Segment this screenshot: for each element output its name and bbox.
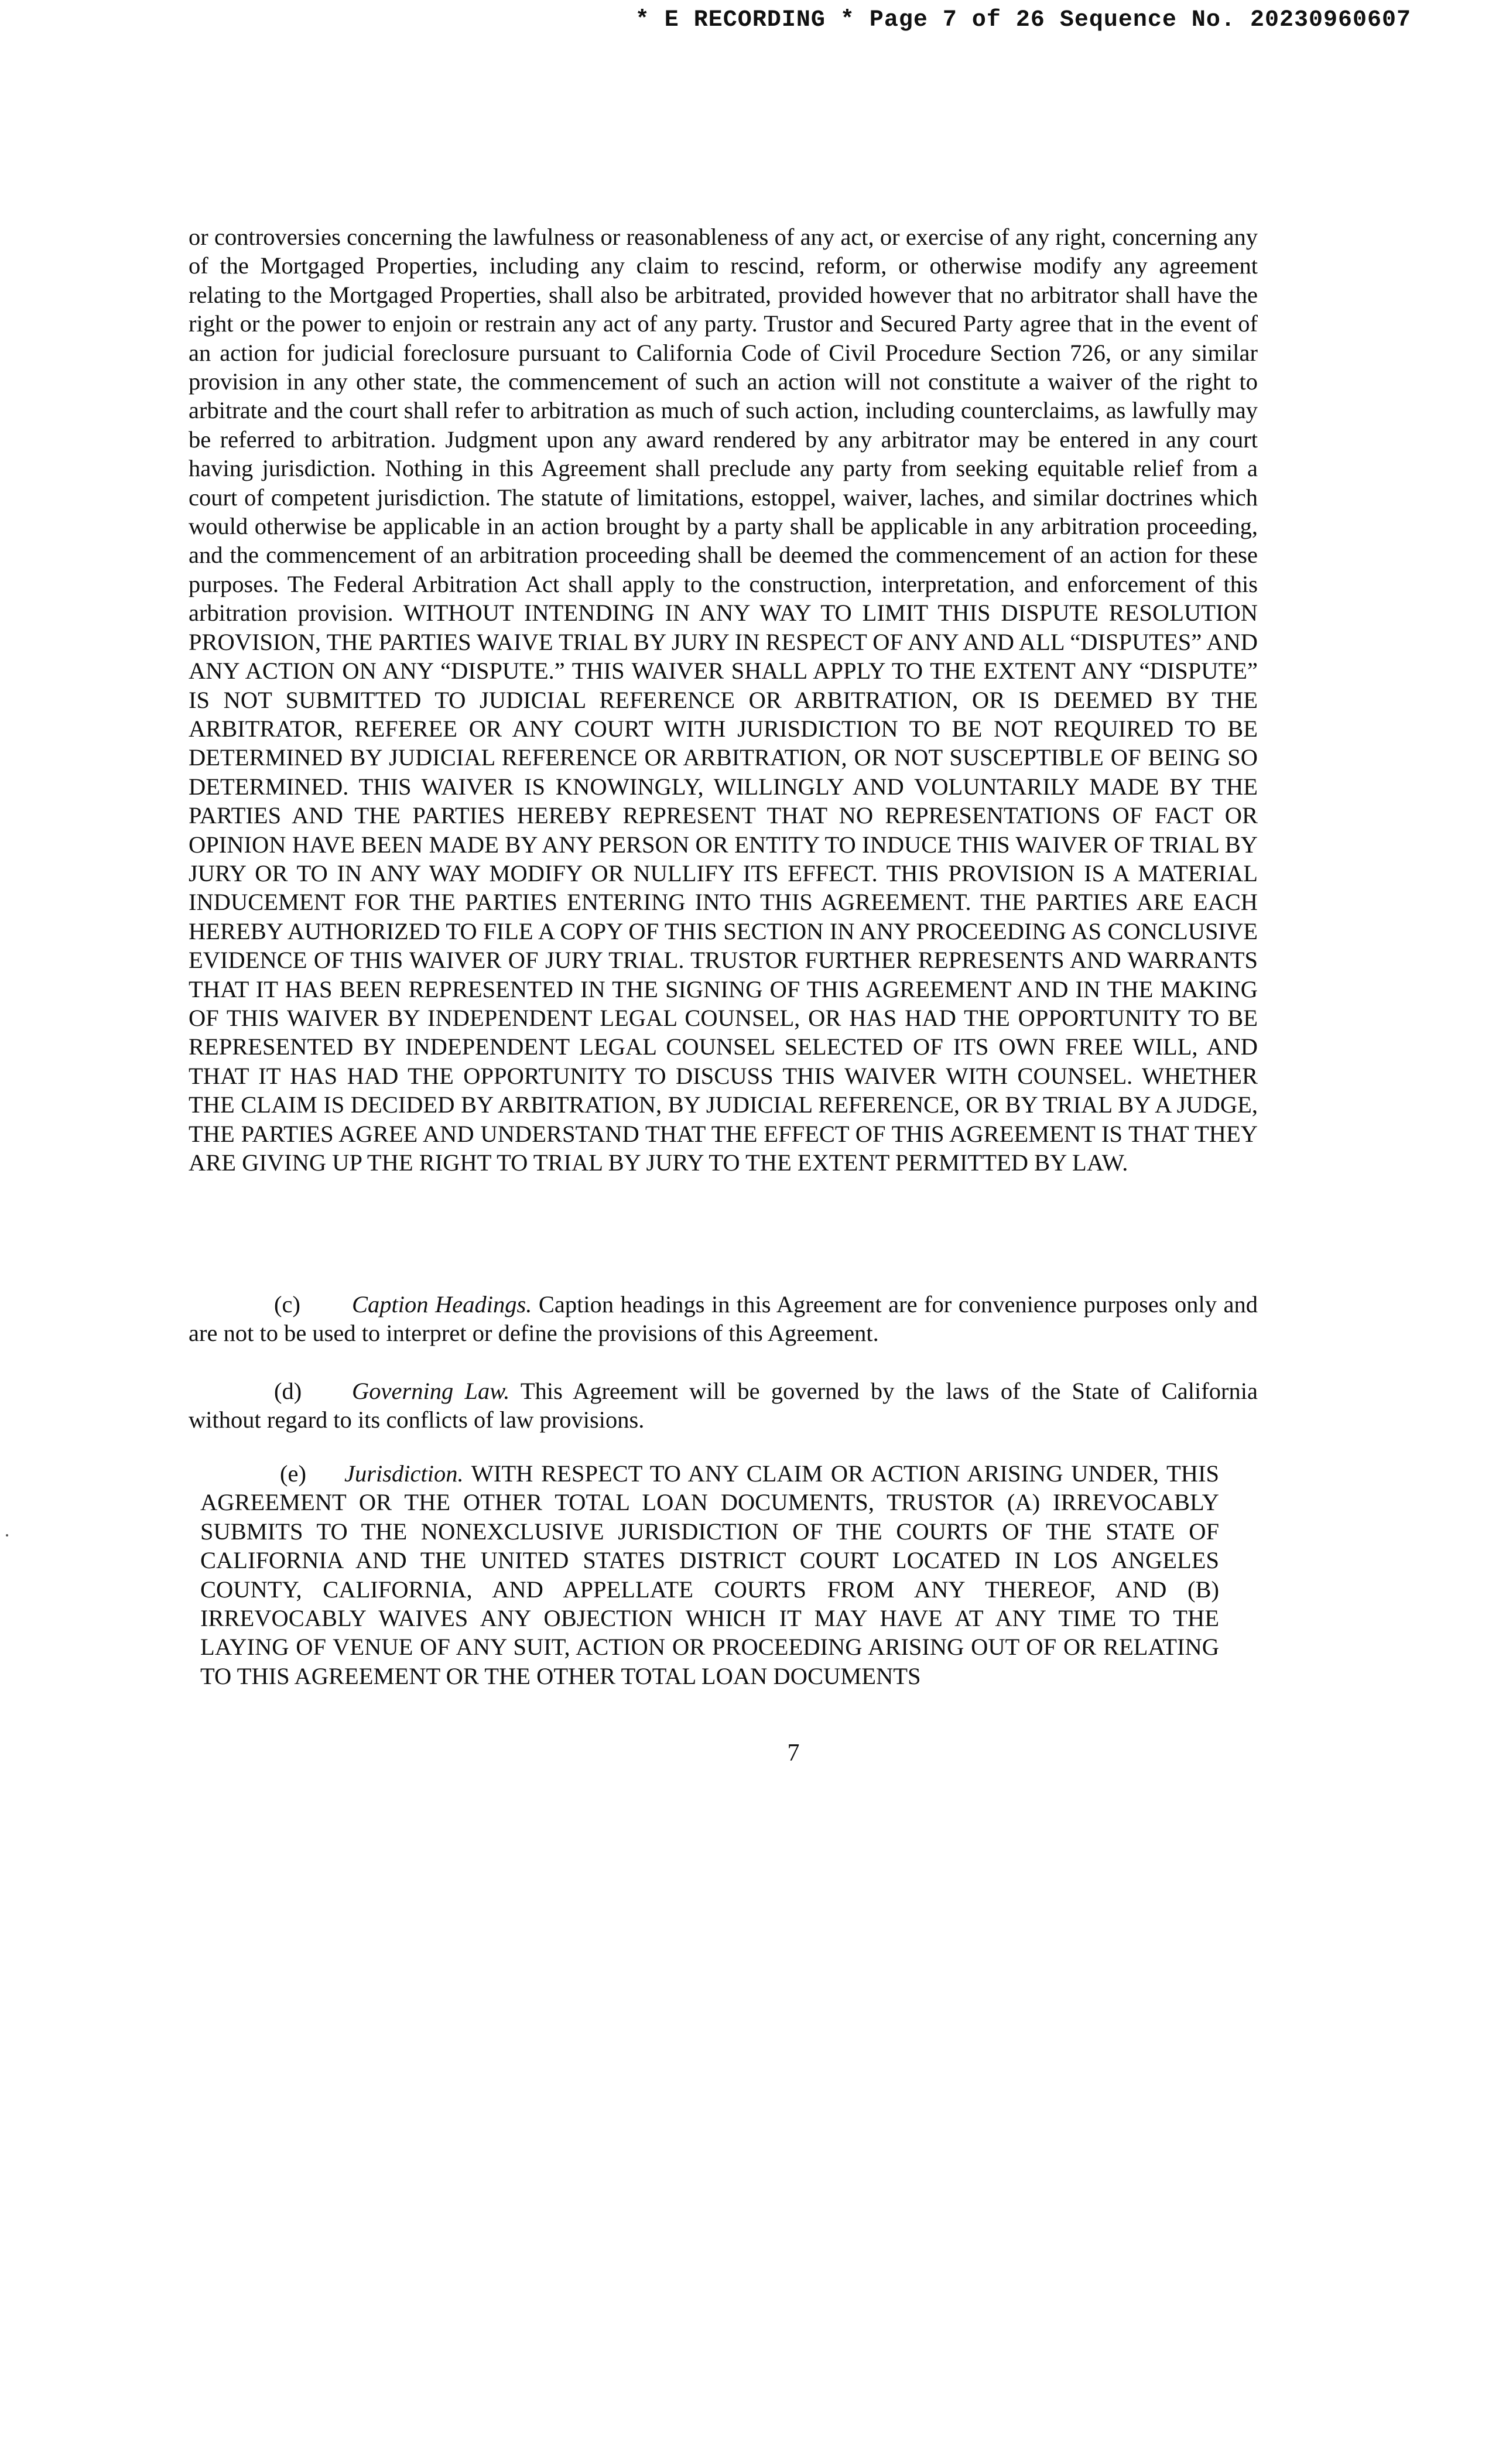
section-d-governing-law: [189, 1377, 1258, 1435]
section-e-jurisdiction: [200, 1459, 1219, 1690]
section-c-indent: [189, 1291, 274, 1317]
section-c-text: Caption headings in this Agreement are for convenience purposes only and are not to be used to interpret or define the provisions of this Agreement.: [189, 1291, 1258, 1347]
section-e-caption: Jurisdiction.: [344, 1460, 464, 1487]
section-d-caption: Governing Law.: [352, 1378, 510, 1404]
section-c-caption: Caption Headings.: [352, 1291, 532, 1317]
section-e-indent: [200, 1460, 280, 1487]
recording-header: * E RECORDING * Page 7 of 26 Sequence No. 20230960607: [635, 7, 1411, 33]
section-d-letter: (d): [274, 1378, 302, 1404]
section-e-letter: (e): [280, 1460, 306, 1487]
scan-speck: [6, 1534, 8, 1536]
section-c-letter: (c): [274, 1291, 300, 1317]
arbitration-paragraph: or controversies concerning the lawfulness or reasonableness of any act, or exercise of any right, concerning any of the Mortgaged Properties, including any claim to rescind, reform, or otherwise modify any agreement relating to the Mortgaged Properties, shall also be arbitrated, provided however that no arbitrator shall have the right or the power to enjoin or restrain any act of any party. Trustor and Secured Party agree that in the event of an action for judicial foreclosure pursuant to California Code of Civil Procedure Section 726, or any similar provision in any other state, the commencement of such an action will not constitute a waiver of the right to arbitrate and the court shall refer to arbitration as much of such action, including counterclaims, as lawfully may be referred to arbitration. Judgment upon any award rendered by any arbitrator may be entered in any court having jurisdiction. Nothing in this Agreement shall preclude any party from seeking equitable relief from a court of competent jurisdiction. The statute of limitations, estoppel, waiver, laches, and similar doctrines which would otherwise be applicable in an action brought by a party shall be applicable in any arbitration proceeding, and the commencement of an arbitration proceeding shall be deemed the commencement of an action for these purposes. The Federal Arbitration Act shall apply to the construction, interpretation, and enforcement of this arbitration provision. WITHOUT INTENDING IN ANY WAY TO LIMIT THIS DISPUTE RESOLUTION PROVISION, THE PARTIES WAIVE TRIAL BY JURY IN RESPECT OF ANY AND ALL “DISPUTES” AND ANY ACTION ON ANY “DISPUTE.” THIS WAIVER SHALL APPLY TO THE EXTENT ANY “DISPUTE” IS NOT SUBMITTED TO JUDICIAL REFERENCE OR ARBITRATION, OR IS DEEMED BY THE ARBITRATOR, REFEREE OR ANY COURT WITH JURISDICTION TO BE NOT REQUIRED TO BE DETERMINED BY JUDICIAL REFERENCE OR ARBITRATION, OR NOT SUSCEPTIBLE OF BEING SO DETERMINED. THIS WAIVER IS KNOWINGLY, WILLINGLY AND VOLUNTARILY MADE BY THE PARTIES AND THE PARTIES HEREBY REPRESENT THAT NO REPRESENTATIONS OF FACT OR OPINION HAVE BEEN MADE BY ANY PERSON OR ENTITY TO INDUCE THIS WAIVER OF TRIAL BY JURY OR TO IN ANY WAY MODIFY OR NULLIFY ITS EFFECT. THIS PROVISION IS A MATERIAL INDUCEMENT FOR THE PARTIES ENTERING INTO THIS AGREEMENT. THE PARTIES ARE EACH HEREBY AUTHORIZED TO FILE A COPY OF THIS SECTION IN ANY PROCEEDING AS CONCLUSIVE EVIDENCE OF THIS WAIVER OF JURY TRIAL. TRUSTOR FURTHER REPRESENTS AND WARRANTS THAT IT HAS BEEN REPRESENTED IN THE SIGNING OF THIS AGREEMENT AND IN THE MAKING OF THIS WAIVER BY INDEPENDENT LEGAL COUNSEL, OR HAS HAD THE OPPORTUNITY TO BE REPRESENTED BY INDEPENDENT LEGAL COUNSEL SELECTED OF ITS OWN FREE WILL, AND THAT IT HAS HAD THE OPPORTUNITY TO DISCUSS THIS WAIVER WITH COUNSEL. WHETHER THE CLAIM IS DECIDED BY ARBITRATION, BY JUDICIAL REFERENCE, OR BY TRIAL BY A JUDGE, THE PARTIES AGREE AND UNDERSTAND THAT THE EFFECT OF THIS AGREEMENT IS THAT THEY ARE GIVING UP THE RIGHT TO TRIAL BY JURY TO THE EXTENT PERMITTED BY LAW.: [189, 224, 1258, 1176]
section-d-text: This Agreement will be governed by the laws of the State of California without regard to its conflicts of law provisions.: [189, 1378, 1258, 1433]
section-c-caption-headings: [189, 1290, 1258, 1348]
section-d-indent: [189, 1378, 274, 1404]
section-e-text: WITH RESPECT TO ANY CLAIM OR ACTION ARISING UNDER, THIS AGREEMENT OR THE OTHER TOTAL LOAN DOCUMENTS, TRUSTOR (A) IRREVOCABLY SUBMITS TO THE NONEXCLUSIVE JURISDICTION OF THE COURTS OF THE STATE OF CALIFORNIA AND THE UNITED STATES DISTRICT COURT LOCATED IN LOS ANGELES COUNTY, CALIFORNIA, AND APPELLATE COURTS FROM ANY THEREOF, AND (B) IRREVOCABLY WAIVES ANY OBJECTION WHICH IT MAY HAVE AT ANY TIME TO THE LAYING OF VENUE OF ANY SUIT, ACTION OR PROCEEDING ARISING OUT OF OR RELATING TO THIS AGREEMENT OR THE OTHER TOTAL LOAN DOCUMENTS: [200, 1460, 1219, 1689]
page-number: 7: [787, 1740, 800, 1767]
